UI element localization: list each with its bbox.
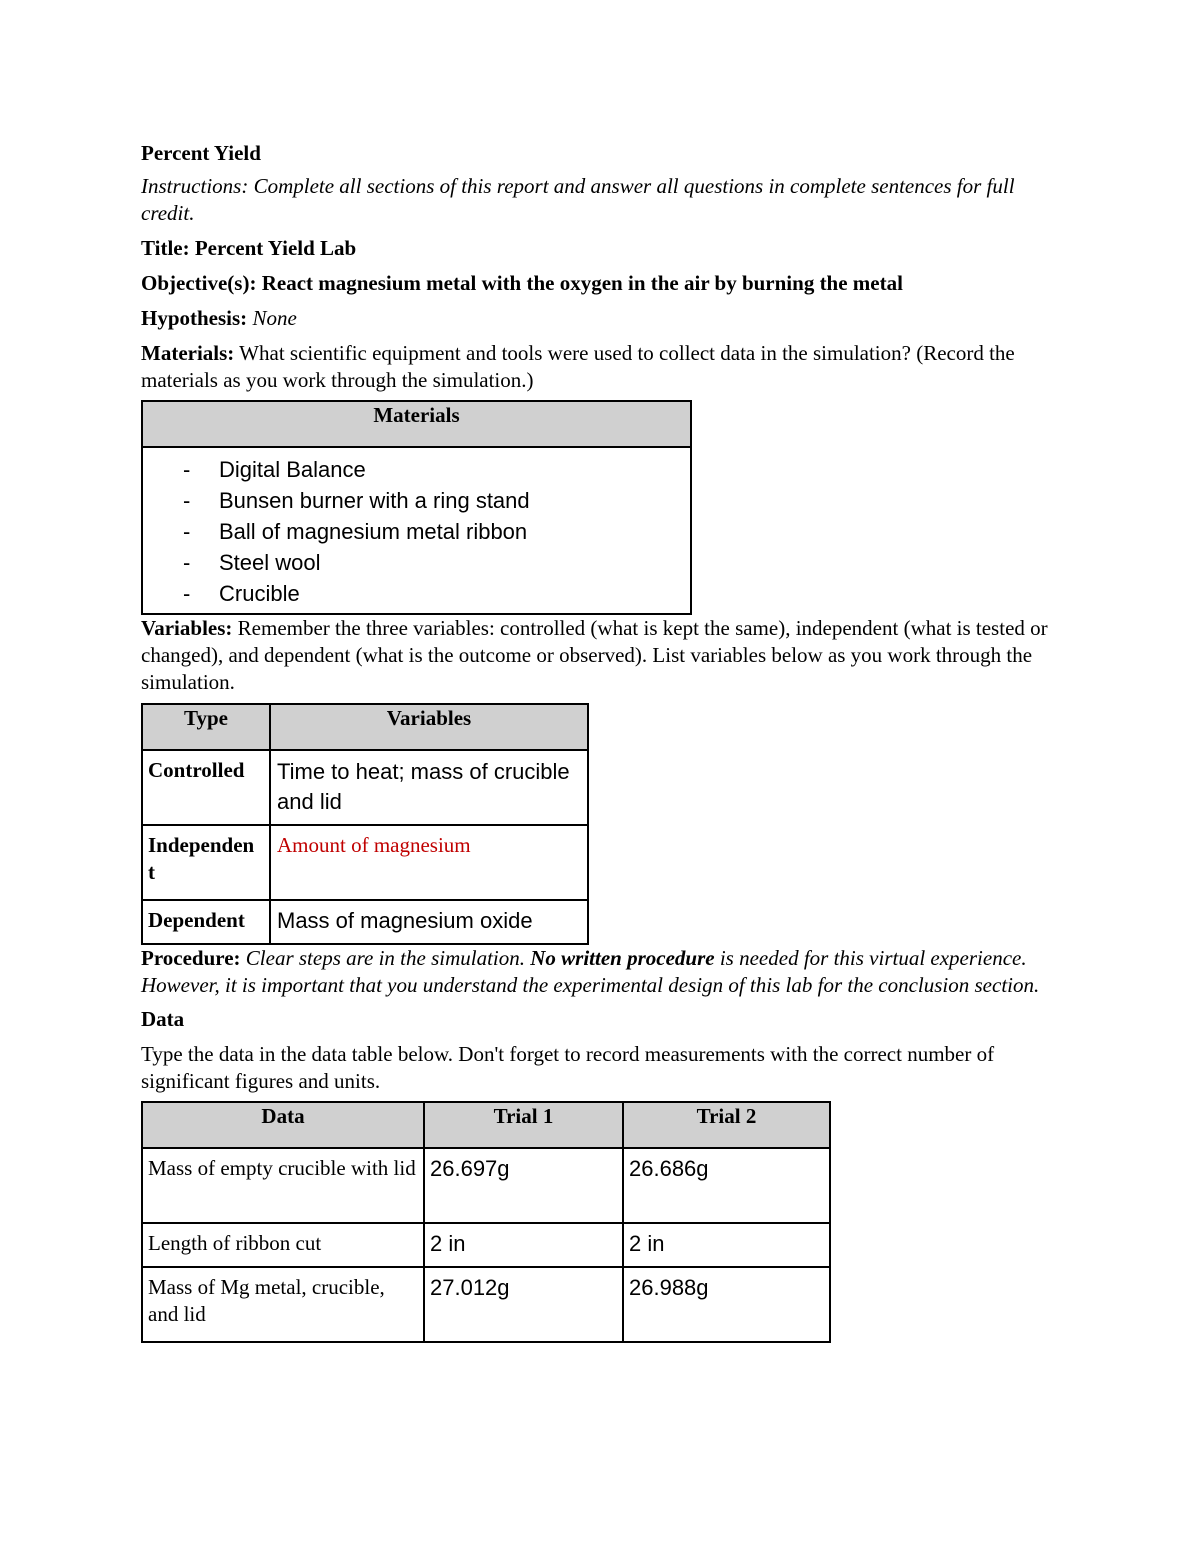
dash-marker: - (183, 488, 191, 513)
variables-header-type: Type (142, 704, 270, 750)
materials-item-text: Steel wool (219, 550, 321, 575)
title-label: Title: (141, 236, 190, 260)
data-table (141, 1101, 831, 1343)
report-page (141, 140, 1061, 1343)
materials-text: What scientific equipment and tools were used to collect data in the simulation? (Record the materials as you work through the simulation.) (141, 341, 1015, 392)
data-header-trial2: Trial 2 (623, 1102, 830, 1148)
table-row (142, 1223, 830, 1267)
page-heading: Percent Yield (141, 141, 261, 165)
variable-value-highlighted: Amount of magnesium (270, 825, 588, 900)
objective-line (141, 270, 1061, 297)
trial2-value: 26.988g (623, 1267, 830, 1342)
data-header-trial1: Trial 1 (424, 1102, 623, 1148)
data-instructions: Type the data in the data table below. Don't forget to record measurements with the correct number of significant figures and units. (141, 1042, 995, 1093)
data-header-data: Data (142, 1102, 424, 1148)
materials-header: Materials (142, 401, 691, 447)
procedure-bold: No written procedure (530, 946, 715, 970)
variable-type: Dependent (142, 900, 270, 944)
procedure-paragraph (141, 945, 1056, 999)
table-row (142, 900, 588, 944)
materials-list (143, 454, 690, 609)
dash-marker: - (183, 457, 191, 482)
hypothesis-label: Hypothesis: (141, 306, 248, 330)
data-heading: Data (141, 1007, 185, 1031)
procedure-text-2: is needed for this virtual experience. However, it is important that you understand the experimental design of this lab for the conclusion section. (141, 946, 1040, 997)
procedure-label: Procedure: (141, 946, 241, 970)
trial2-value: 2 in (623, 1223, 830, 1267)
objective-value: React magnesium metal with the oxygen in the air by burning the metal (261, 271, 903, 295)
dash-marker: - (183, 519, 191, 544)
materials-item-text: Ball of magnesium metal ribbon (219, 519, 528, 544)
variable-value: Mass of magnesium oxide (270, 900, 588, 944)
table-row (142, 1148, 830, 1223)
data-label: Length of ribbon cut (142, 1223, 424, 1267)
dash-marker: - (183, 550, 191, 575)
materials-item (143, 485, 690, 516)
trial1-value: 26.697g (424, 1148, 623, 1223)
dash-marker: - (183, 581, 191, 606)
variable-value: Time to heat; mass of crucible and lid (270, 750, 588, 825)
instructions-text: Instructions: Complete all sections of this report and answer all questions in complete sentences for full credit. (141, 174, 1015, 225)
materials-item-text: Crucible (219, 581, 300, 606)
materials-paragraph (141, 340, 1021, 394)
data-label: Mass of empty crucible with lid (142, 1148, 424, 1223)
materials-item (143, 578, 690, 609)
variables-table (141, 703, 589, 945)
procedure-text-1: Clear steps are in the simulation. (245, 946, 525, 970)
hypothesis-value: None (252, 306, 297, 330)
title-line (141, 235, 1061, 262)
variables-text: Remember the three variables: controlled (what is kept the same), independent (what is tested or changed), and dependent (what is the outcome or observed). List variables below as you work through the simulation. (141, 616, 1048, 694)
materials-item (143, 454, 690, 485)
trial1-value: 27.012g (424, 1267, 623, 1342)
materials-item (143, 516, 690, 547)
materials-cell (142, 447, 691, 614)
table-row (142, 750, 588, 825)
materials-table (141, 400, 692, 615)
materials-item (143, 547, 690, 578)
materials-item-text: Digital Balance (219, 457, 366, 482)
objective-label: Objective(s): (141, 271, 257, 295)
title-value: Percent Yield Lab (194, 236, 357, 260)
trial2-value: 26.686g (623, 1148, 830, 1223)
table-row (142, 825, 588, 900)
data-label: Mass of Mg metal, crucible, and lid (142, 1267, 424, 1342)
variable-type: Independen t (142, 825, 270, 900)
trial1-value: 2 in (424, 1223, 623, 1267)
hypothesis-line (141, 305, 1061, 332)
table-row (142, 1267, 830, 1342)
variables-header-variables: Variables (270, 704, 588, 750)
variables-label: Variables: (141, 616, 233, 640)
variable-type: Controlled (142, 750, 270, 825)
variables-paragraph (141, 615, 1056, 696)
materials-label: Materials: (141, 341, 235, 365)
materials-item-text: Bunsen burner with a ring stand (219, 488, 530, 513)
